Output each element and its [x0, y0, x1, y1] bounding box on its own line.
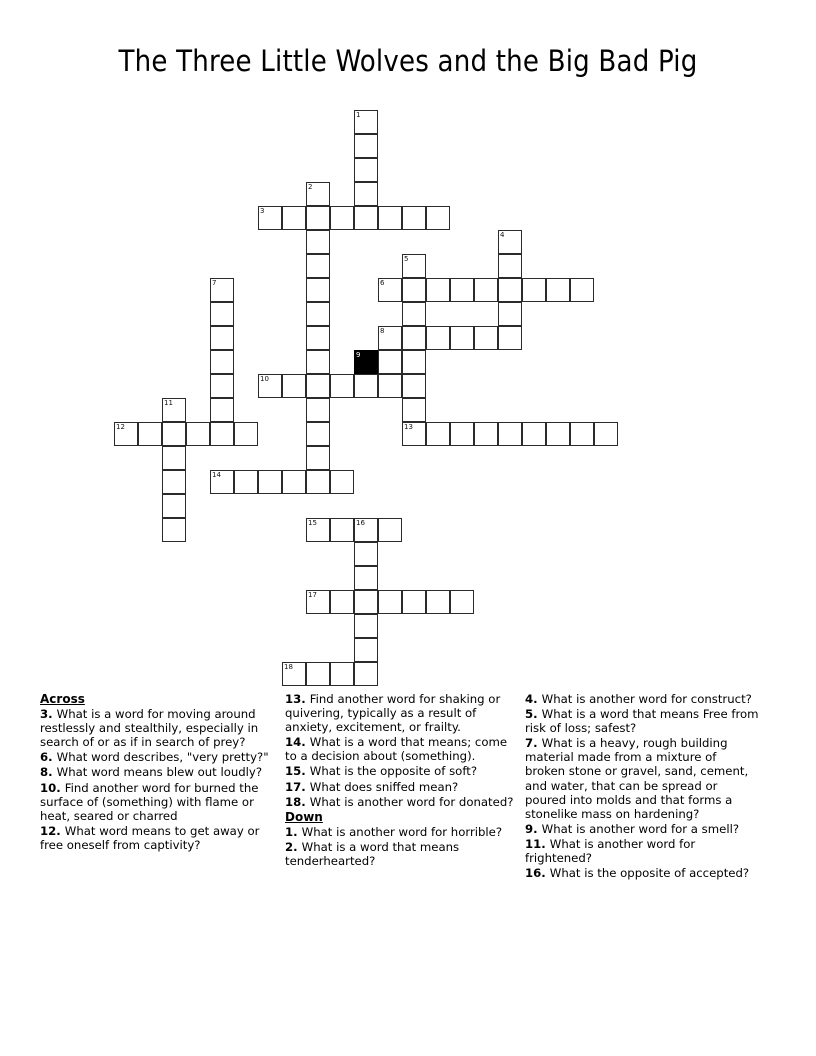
- page-title: The Three Little Wolves and the Big Bad Pig: [118, 44, 698, 78]
- clue-text: Find another word for burned the surface of (something) with flame or heat, seared or charred: [40, 780, 259, 823]
- cell-number: 14: [212, 471, 221, 479]
- cell-number: 17: [308, 591, 317, 599]
- grid-cell[interactable]: [354, 542, 378, 566]
- grid-cell[interactable]: [258, 470, 282, 494]
- clue-number: 5.: [525, 707, 542, 722]
- grid-cell[interactable]: [210, 278, 234, 302]
- clue-item: [285, 825, 515, 839]
- clue-item: [525, 837, 760, 865]
- grid-cell[interactable]: [522, 278, 546, 302]
- grid-block: [354, 350, 378, 374]
- cell-number: 10: [260, 375, 269, 383]
- clue-item: [285, 840, 515, 868]
- grid-cell[interactable]: [378, 206, 402, 230]
- grid-cell[interactable]: [186, 422, 210, 446]
- clue-text: What is another word for horrible?: [301, 824, 503, 839]
- grid-cell[interactable]: [306, 230, 330, 254]
- grid-cell[interactable]: [162, 398, 186, 422]
- clue-item: [40, 750, 275, 764]
- grid-cell[interactable]: [426, 278, 450, 302]
- clue-text: What is another word for donated?: [309, 794, 514, 809]
- clue-text: What is a heavy, rough building material made from a mixture of broken stone or gravel, sand, cement, and water, that can be spread or poured into molds and that forms a stonelike mass on hardening?: [525, 736, 749, 821]
- grid-cell[interactable]: [306, 590, 330, 614]
- clue-text: What is another word for a smell?: [541, 821, 740, 836]
- grid-cell[interactable]: [354, 158, 378, 182]
- grid-cell[interactable]: [138, 422, 162, 446]
- cell-number: 1: [356, 111, 361, 119]
- grid-cell[interactable]: [330, 206, 354, 230]
- grid-cell[interactable]: [522, 422, 546, 446]
- clue-number: 16.: [525, 866, 550, 881]
- grid-cell[interactable]: [162, 422, 186, 446]
- grid-cell[interactable]: [162, 470, 186, 494]
- crossword-grid[interactable]: [0, 104, 816, 684]
- clue-number: 12.: [40, 823, 65, 838]
- grid-cell[interactable]: [306, 662, 330, 686]
- clue-number: 10.: [40, 780, 65, 795]
- grid-cell[interactable]: [210, 398, 234, 422]
- grid-cell[interactable]: [282, 206, 306, 230]
- grid-cell[interactable]: [474, 422, 498, 446]
- cell-number: 11: [164, 399, 173, 407]
- grid-cell[interactable]: [354, 134, 378, 158]
- clues-column-3: [525, 692, 770, 881]
- cell-number: 12: [116, 423, 125, 431]
- grid-cell[interactable]: [210, 374, 234, 398]
- grid-cell[interactable]: [402, 350, 426, 374]
- grid-cell[interactable]: [594, 422, 618, 446]
- grid-cell[interactable]: [402, 422, 426, 446]
- clue-number: 8.: [40, 765, 57, 780]
- grid-cell[interactable]: [210, 470, 234, 494]
- cell-number: 9: [356, 351, 361, 359]
- clue-text: What is a word that means Free from risk of loss; safest?: [525, 707, 759, 736]
- grid-cell[interactable]: [474, 278, 498, 302]
- grid-cell[interactable]: [426, 590, 450, 614]
- grid-cell[interactable]: [354, 662, 378, 686]
- grid-cell[interactable]: [306, 182, 330, 206]
- grid-cell[interactable]: [402, 374, 426, 398]
- cell-number: 16: [356, 519, 365, 527]
- grid-cell[interactable]: [306, 206, 330, 230]
- grid-cell[interactable]: [402, 398, 426, 422]
- crossword-grid-container: [0, 104, 816, 684]
- clues-heading-down: Down: [285, 809, 323, 824]
- grid-cell[interactable]: [210, 350, 234, 374]
- clues-column-1: [40, 692, 285, 881]
- clue-number: 14.: [285, 735, 310, 750]
- clue-item: [525, 822, 760, 836]
- cell-number: 5: [404, 255, 409, 263]
- grid-cell[interactable]: [402, 302, 426, 326]
- grid-cell[interactable]: [354, 110, 378, 134]
- clue-text: What word means blew out loudly?: [56, 765, 263, 780]
- grid-cell[interactable]: [210, 302, 234, 326]
- grid-cell[interactable]: [162, 446, 186, 470]
- clue-number: 1.: [285, 824, 302, 839]
- grid-cell[interactable]: [450, 278, 474, 302]
- grid-cell[interactable]: [378, 374, 402, 398]
- clue-text: What is a word for moving around restlessly and stealthily, especially in search of or as if in search of prey?: [40, 707, 259, 750]
- grid-cell[interactable]: [378, 350, 402, 374]
- grid-cell[interactable]: [498, 422, 522, 446]
- clue-number: 13.: [285, 692, 310, 706]
- cell-number: 2: [308, 183, 313, 191]
- grid-cell[interactable]: [546, 278, 570, 302]
- clue-text: What is another word for frightened?: [525, 836, 696, 866]
- clue-text: What is the opposite of soft?: [309, 764, 478, 779]
- grid-cell[interactable]: [498, 302, 522, 326]
- grid-cell[interactable]: [162, 494, 186, 518]
- grid-cell[interactable]: [330, 470, 354, 494]
- grid-cell[interactable]: [426, 422, 450, 446]
- grid-cell[interactable]: [546, 422, 570, 446]
- grid-cell[interactable]: [402, 254, 426, 278]
- clue-number: 7.: [525, 736, 542, 751]
- clue-text: What word means to get away or free oneself from captivity?: [40, 823, 260, 852]
- clue-number: 11.: [525, 836, 550, 851]
- clue-item: [525, 707, 760, 735]
- grid-cell[interactable]: [354, 566, 378, 590]
- clues-column-2: [285, 692, 525, 881]
- clue-number: 15.: [285, 764, 310, 779]
- grid-cell[interactable]: [498, 278, 522, 302]
- grid-cell[interactable]: [426, 326, 450, 350]
- grid-cell[interactable]: [258, 374, 282, 398]
- clue-item: [525, 736, 760, 821]
- grid-cell[interactable]: [306, 518, 330, 542]
- grid-cell[interactable]: [282, 470, 306, 494]
- grid-cell[interactable]: [450, 422, 474, 446]
- clue-item: [40, 824, 275, 852]
- grid-cell[interactable]: [330, 662, 354, 686]
- clue-item: [40, 765, 275, 779]
- grid-cell[interactable]: [330, 590, 354, 614]
- clue-text: Find another word for shaking or quivering, typically as a result of anxiety, excitement, or frailty.: [285, 692, 501, 735]
- clue-text: What is another word for construct?: [541, 692, 752, 706]
- clue-item: [40, 707, 275, 749]
- grid-cell[interactable]: [498, 230, 522, 254]
- grid-cell[interactable]: [378, 518, 402, 542]
- grid-cell[interactable]: [306, 302, 330, 326]
- grid-cell[interactable]: [402, 206, 426, 230]
- clue-item: [285, 795, 515, 809]
- grid-cell[interactable]: [354, 518, 378, 542]
- grid-cell[interactable]: [354, 206, 378, 230]
- grid-cell[interactable]: [306, 374, 330, 398]
- grid-cell[interactable]: [498, 254, 522, 278]
- clue-text: What does sniffed mean?: [309, 779, 459, 794]
- grid-cell[interactable]: [402, 278, 426, 302]
- grid-cell[interactable]: [258, 206, 282, 230]
- grid-cell[interactable]: [402, 590, 426, 614]
- clue-item: [285, 735, 515, 763]
- grid-cell[interactable]: [570, 422, 594, 446]
- clue-number: 18.: [285, 794, 310, 809]
- grid-cell[interactable]: [402, 326, 426, 350]
- cell-number: 7: [212, 279, 217, 287]
- grid-cell[interactable]: [306, 398, 330, 422]
- grid-cell[interactable]: [378, 326, 402, 350]
- clue-number: 3.: [40, 707, 57, 722]
- grid-cell[interactable]: [450, 326, 474, 350]
- grid-cell[interactable]: [354, 374, 378, 398]
- grid-cell[interactable]: [330, 374, 354, 398]
- clue-text: What is a word that means tenderhearted?: [285, 839, 460, 869]
- grid-cell[interactable]: [234, 422, 258, 446]
- grid-cell[interactable]: [498, 326, 522, 350]
- grid-cell[interactable]: [306, 446, 330, 470]
- clues-section: [0, 692, 816, 881]
- grid-cell[interactable]: [378, 278, 402, 302]
- grid-cell[interactable]: [306, 350, 330, 374]
- grid-cell[interactable]: [282, 374, 306, 398]
- grid-cell[interactable]: [234, 470, 258, 494]
- grid-cell[interactable]: [378, 590, 402, 614]
- grid-cell[interactable]: [210, 326, 234, 350]
- clue-text: What word describes, "very pretty?": [56, 750, 269, 765]
- cell-number: 8: [380, 327, 385, 335]
- clue-item: [525, 866, 760, 880]
- grid-cell[interactable]: [306, 278, 330, 302]
- grid-cell[interactable]: [306, 422, 330, 446]
- clue-text: What is a word that means; come to a decision about (something).: [285, 735, 508, 764]
- grid-cell[interactable]: [354, 182, 378, 206]
- cell-number: 18: [284, 663, 293, 671]
- grid-cell[interactable]: [426, 206, 450, 230]
- clue-item: [285, 764, 515, 778]
- clue-number: 4.: [525, 692, 542, 706]
- grid-cell[interactable]: [354, 614, 378, 638]
- clues-heading-across: Across: [40, 692, 85, 706]
- grid-cell[interactable]: [210, 422, 234, 446]
- clue-text: What is the opposite of accepted?: [549, 866, 750, 881]
- grid-cell[interactable]: [306, 326, 330, 350]
- grid-cell[interactable]: [570, 278, 594, 302]
- cell-number: 13: [404, 423, 413, 431]
- clue-item: [525, 692, 760, 706]
- clue-number: 6.: [40, 750, 57, 765]
- cell-number: 3: [260, 207, 265, 215]
- grid-cell[interactable]: [450, 590, 474, 614]
- grid-cell[interactable]: [114, 422, 138, 446]
- grid-cell[interactable]: [330, 518, 354, 542]
- grid-cell[interactable]: [474, 326, 498, 350]
- clue-item: [285, 780, 515, 794]
- cell-number: 15: [308, 519, 317, 527]
- clue-item: [40, 781, 275, 823]
- clue-number: 2.: [285, 839, 302, 854]
- grid-cell[interactable]: [162, 518, 186, 542]
- grid-cell[interactable]: [306, 470, 330, 494]
- clue-number: 9.: [525, 821, 542, 836]
- grid-cell[interactable]: [354, 590, 378, 614]
- clue-number: 17.: [285, 779, 310, 794]
- clue-item: [285, 692, 515, 734]
- cell-number: 6: [380, 279, 385, 287]
- grid-cell[interactable]: [282, 662, 306, 686]
- grid-cell[interactable]: [306, 254, 330, 278]
- grid-cell[interactable]: [354, 638, 378, 662]
- cell-number: 4: [500, 231, 505, 239]
